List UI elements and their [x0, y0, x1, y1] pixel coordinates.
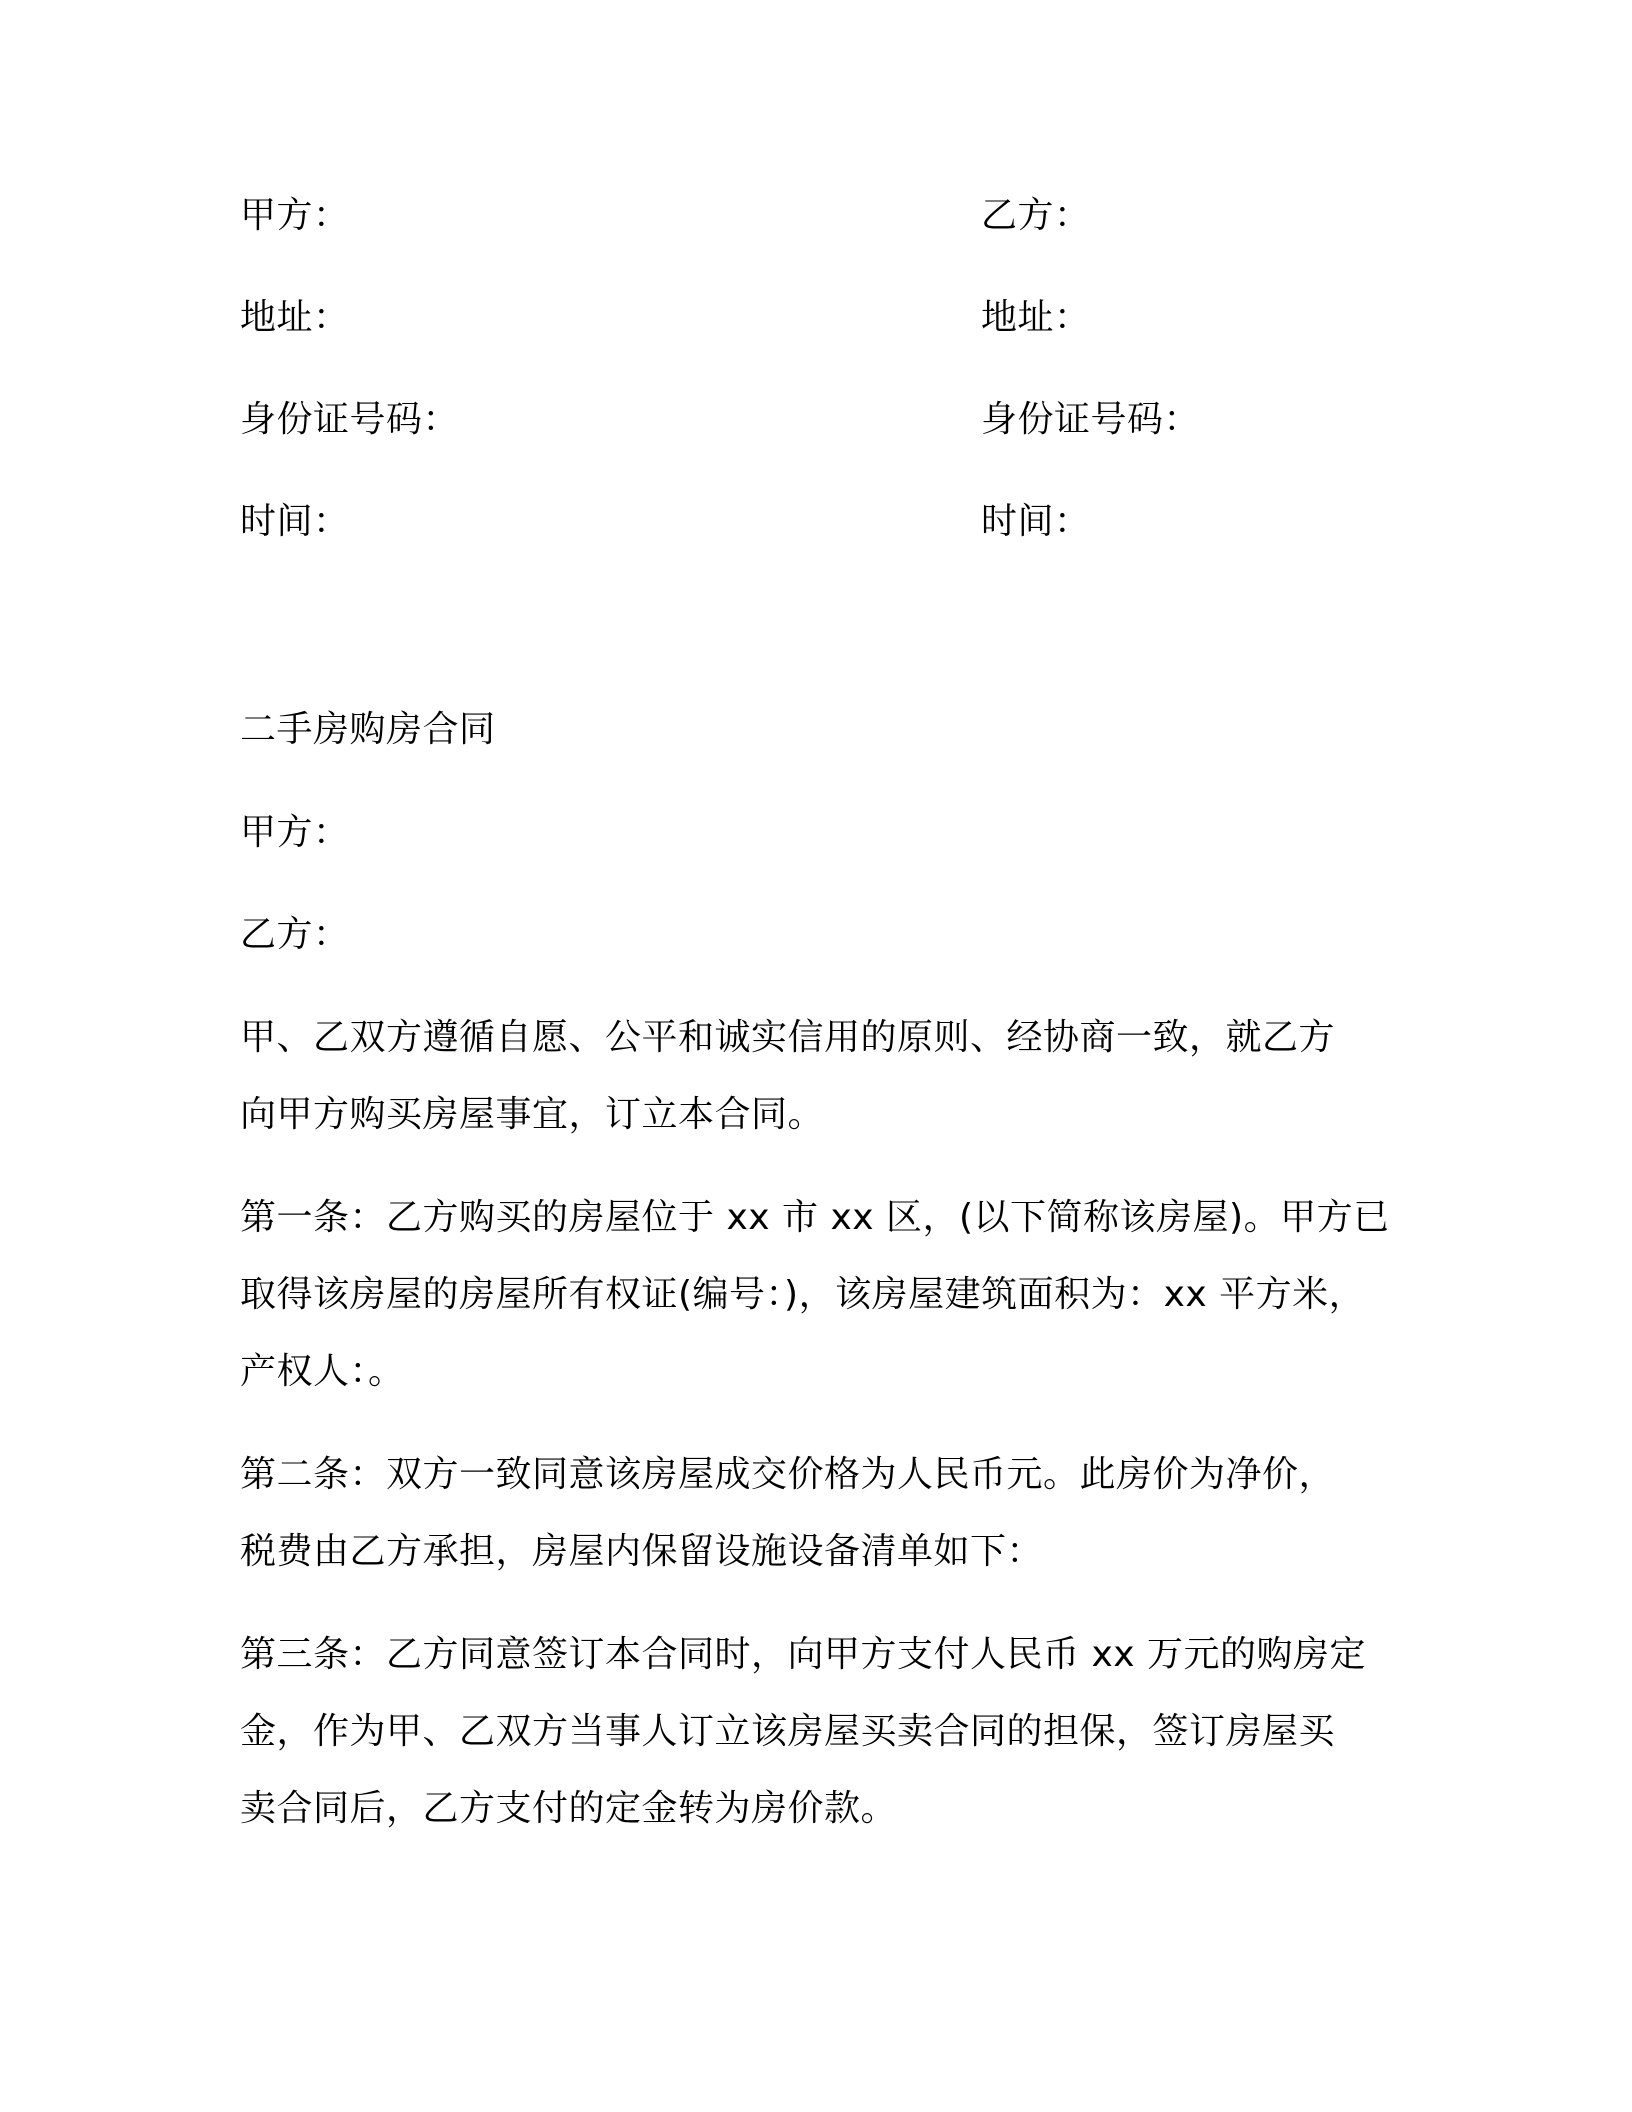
- article3-line-2: 金，作为甲、乙双方当事人订立该房屋买卖合同的担保，签订房屋买: [240, 1711, 1336, 1752]
- article1-line-2: 取得该房屋的房屋所有权证(编号：)，该房屋建筑面积为：xx 平方米，: [240, 1274, 1366, 1315]
- article2-line-1: 第二条：双方一致同意该房屋成交价格为人民币元。此房价为净价，: [240, 1454, 1336, 1495]
- right-party-label: 乙方：: [981, 195, 1091, 236]
- article3-line-3: 卖合同后，乙方支付的定金转为房价款。: [240, 1788, 898, 1829]
- left-id-number-label: 身份证号码：: [240, 399, 460, 440]
- article3-line-1: 第三条：乙方同意签订本合同时，向甲方支付人民币 xx 万元的购房定: [240, 1634, 1366, 1675]
- right-id-number-label: 身份证号码：: [981, 399, 1201, 440]
- left-time-label: 时间：: [240, 501, 350, 542]
- article1-line-3: 产权人：。: [240, 1351, 405, 1392]
- preamble-line-1: 甲、乙双方遵循自愿、公平和诚实信用的原则、经协商一致，就乙方: [240, 1017, 1336, 1058]
- contract-title: 二手房购房合同: [240, 709, 496, 750]
- left-party-label: 甲方：: [240, 195, 350, 236]
- contract-party-a: 甲方：: [240, 812, 350, 853]
- preamble-line-2: 向甲方购买房屋事宜，订立本合同。: [240, 1094, 825, 1135]
- right-address-label: 地址：: [981, 297, 1091, 338]
- left-address-label: 地址：: [240, 297, 350, 338]
- contract-party-b: 乙方：: [240, 914, 350, 955]
- article2-line-2: 税费由乙方承担，房屋内保留设施设备清单如下：: [240, 1531, 1044, 1572]
- article1-line-1: 第一条：乙方购买的房屋位于 xx 市 xx 区，(以下简称该房屋)。甲方已: [240, 1197, 1390, 1238]
- right-time-label: 时间：: [981, 501, 1091, 542]
